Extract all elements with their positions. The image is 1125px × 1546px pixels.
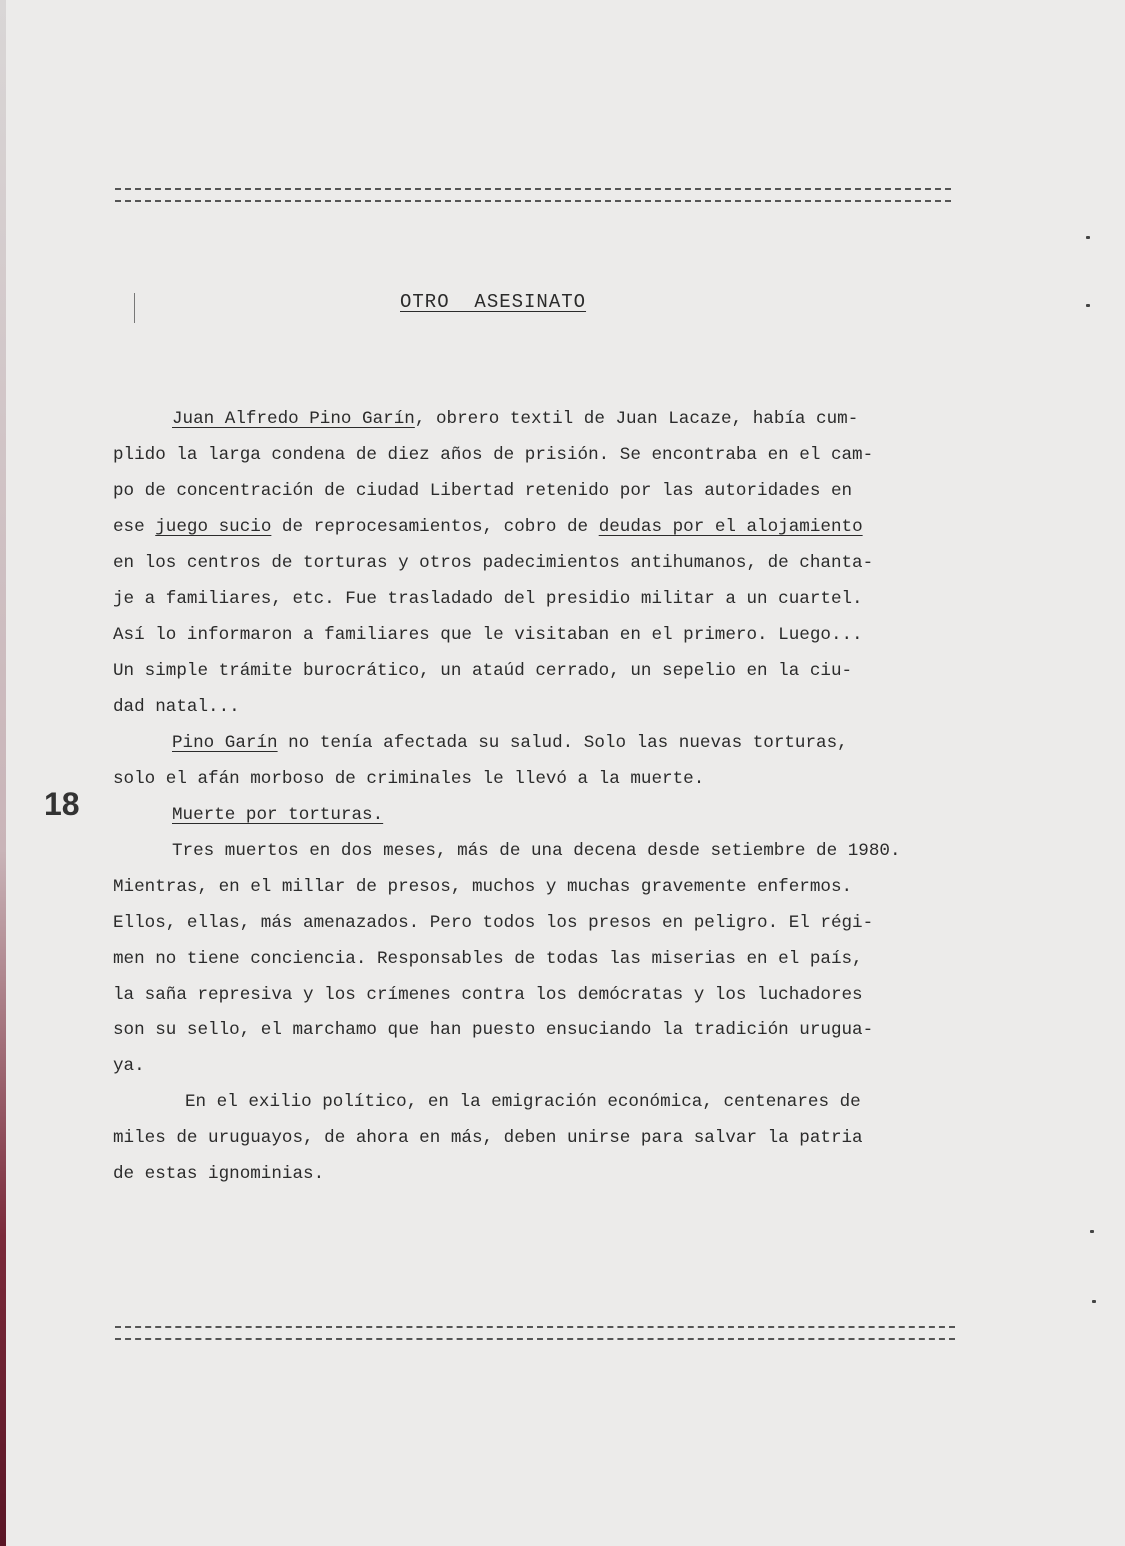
text-line [113,587,863,611]
text-span: , obrero textil de Juan Lacaze, había cum- [414,409,859,429]
text-span: Un simple trámite burocrático, un ataúd cerrado, un sepelio en la ciu- [113,661,853,681]
text-line [113,695,240,719]
underlined-text: Juan Alfredo Pino Garín [172,409,415,429]
text-span: plido la larga condena de diez años de prisión. Se encontraba en el cam- [113,445,874,465]
margin-mark [134,293,135,323]
text-span: de estas ignominias. [113,1164,325,1184]
text-span: je a familiares, etc. Fue trasladado del presidio militar a un cuartel. [113,589,863,609]
top-dashed-rule [115,188,951,202]
underlined-text: juego sucio [155,517,272,537]
text-line [113,875,852,899]
scan-speck [1086,236,1090,239]
text-line [185,1090,861,1114]
text-line [113,551,873,575]
text-span: Ellos, ellas, más amenazados. Pero todos los presos en peligro. El régi- [113,913,874,933]
text-span: Tres muertos en dos meses, más de una decena desde setiembre de 1980. [172,841,901,861]
text-span: la saña represiva y los crímenes contra los demócratas y los luchadores [113,985,863,1005]
text-span: en los centros de torturas y otros padecimientos antihumanos, de chanta- [113,553,874,573]
scan-speck [1090,1230,1094,1233]
text-line [172,731,848,755]
text-line [113,767,704,791]
text-span: son su sello, el marchamo que han puesto ensuciando la tradición urugua- [113,1020,874,1040]
text-line [113,659,852,683]
text-line [172,839,901,863]
text-line [172,803,383,827]
text-line [113,479,852,503]
text-line [113,1018,873,1042]
text-span: En el exilio político, en la emigración económica, centenares de [185,1092,861,1112]
text-line [113,1162,324,1186]
underlined-text: deudas por el alojamiento [598,517,863,537]
text-line [113,443,873,467]
text-span: dad natal... [113,697,240,717]
text-line [113,623,863,647]
bottom-dashed-rule [115,1326,955,1340]
text-span: Así lo informaron a familiares que le visitaban en el primero. Luego... [113,625,863,645]
text-span: Mientras, en el millar de presos, muchos y muchas gravemente enfermos. [113,877,853,897]
scan-speck [1092,1300,1096,1303]
scan-speck [1086,304,1090,307]
text-span: miles de uruguayos, de ahora en más, deben unirse para salvar la patria [113,1128,863,1148]
text-line [113,515,863,539]
text-span: ya. [113,1056,145,1076]
text-span: men no tiene conciencia. Responsables de todas las miserias en el país, [113,949,863,969]
text-span: solo el afán morboso de criminales le llevó a la muerte. [113,769,705,789]
text-span: po de concentración de ciudad Libertad retenido por las autoridades en [113,481,853,501]
text-line [113,1054,145,1078]
text-line [113,947,863,971]
page-number: 18 [44,786,80,822]
text-span: ese [113,517,156,537]
text-line [113,911,873,935]
text-span: de reprocesamientos, cobro de [271,517,599,537]
underlined-text: Muerte por torturas. [172,805,384,825]
text-span: no tenía afectada su salud. Solo las nuevas torturas, [277,733,848,753]
text-line [113,1126,863,1150]
page-title: OTRO ASESINATO [400,291,587,313]
text-line [113,983,863,1007]
underlined-text: Pino Garín [172,733,278,753]
page-edge-shadow [0,0,6,1546]
text-line [172,407,858,431]
